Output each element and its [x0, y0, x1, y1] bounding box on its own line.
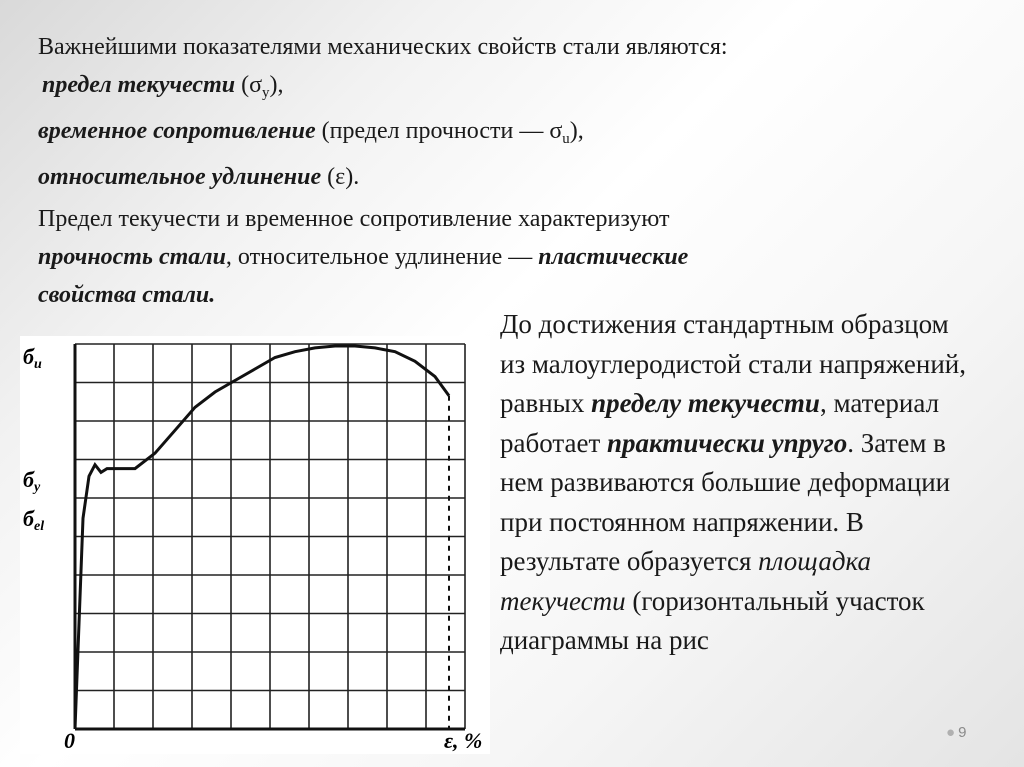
- definition-block: [38, 28, 968, 314]
- plastic-term: пластические: [538, 244, 689, 271]
- property-desc: (σ: [235, 72, 263, 98]
- property-subscript: y: [262, 85, 270, 102]
- property-desc: (предел прочности — σ: [315, 118, 563, 145]
- property-subscript: u: [562, 131, 570, 148]
- page-dot-icon: ●: [946, 724, 956, 741]
- yield-plateau-term: площадка текучести: [500, 546, 871, 616]
- property-term: относительное удлинение: [38, 164, 322, 191]
- x-origin-label: 0: [64, 728, 75, 753]
- x-axis-label: ε, %: [444, 728, 483, 753]
- desc-text: До достижения стандартным образцом из малоуглеродистой стали напряжений, равных: [500, 309, 966, 418]
- property-elongation: [38, 158, 968, 196]
- paragraph-line-2: [38, 238, 968, 276]
- page-number: [946, 724, 966, 741]
- paragraph-text: , относительное удлинение —: [225, 244, 539, 271]
- property-ultimate: [38, 112, 968, 158]
- tick-label-sigma-el: бel: [23, 506, 45, 534]
- paragraph-line-1: Предел текучести и временное сопротивление характеризуют: [38, 206, 670, 233]
- stress-strain-diagram: [20, 336, 490, 754]
- desc-text: , материал работает: [500, 388, 940, 458]
- yield-strength-term: пределу текучести: [591, 388, 820, 418]
- chart-svg: [20, 336, 490, 754]
- intro-text: Важнейшими показателями механических свойств стали являются:: [38, 34, 728, 60]
- strength-term: прочность стали: [38, 244, 226, 271]
- intro-line: [38, 28, 968, 66]
- property-tail: ),: [269, 72, 284, 98]
- chart-grid: [75, 344, 465, 729]
- property-tail: ),: [569, 118, 584, 145]
- stress-strain-curve: [75, 346, 449, 729]
- property-term: временное сопротивление: [38, 118, 316, 145]
- elastic-term: практически упруго: [607, 427, 848, 458]
- page-number-value: 9: [958, 724, 967, 741]
- yield-description: [500, 305, 980, 661]
- tick-label-sigma-u: бu: [23, 344, 42, 372]
- tick-label-sigma-y: бy: [23, 467, 41, 495]
- property-yield: [38, 66, 968, 112]
- characterization-paragraph: [38, 200, 968, 314]
- desc-text: (горизонтальный участок диаграммы на рис: [500, 585, 925, 655]
- property-term: предел текучести: [42, 72, 236, 98]
- plastic-properties-term: свойства стали.: [38, 282, 216, 309]
- desc-text: . Затем в нем развиваются большие деформации при постоянном напряжении. В результате образуется: [500, 427, 951, 576]
- property-desc: (ε).: [321, 164, 360, 191]
